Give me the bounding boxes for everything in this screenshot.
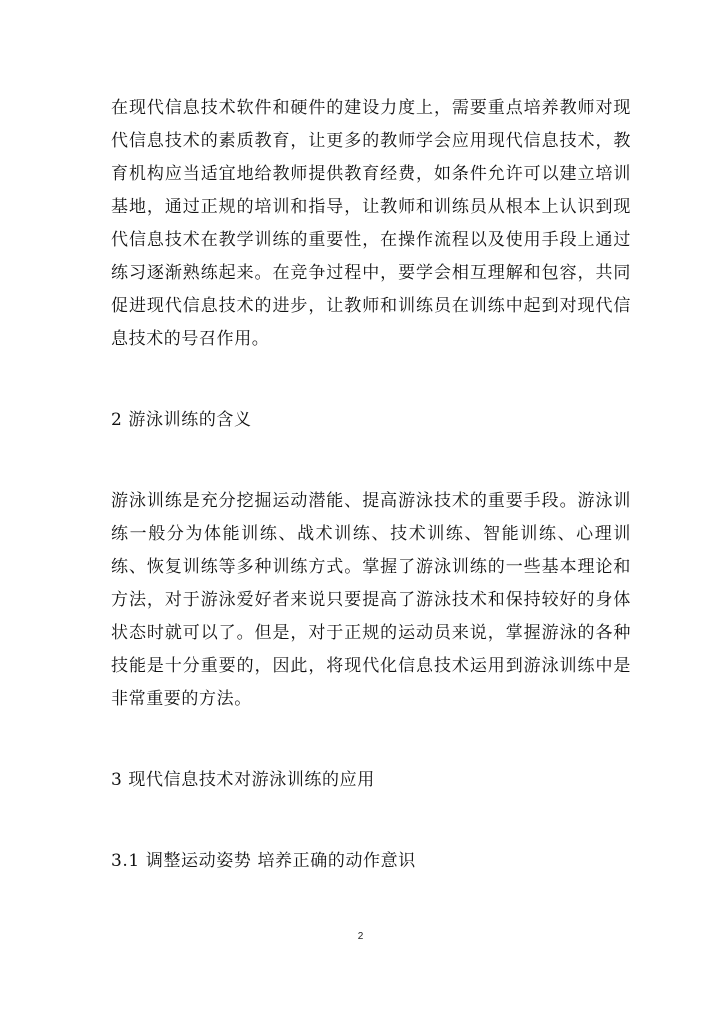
spacer bbox=[111, 437, 631, 485]
paragraph-swim-training-meaning: 游泳训练是充分挖掘运动潜能、提高游泳技术的重要手段。游泳训练一般分为体能训练、战术训练、技术训练、智能训练、心理训练、恢复训练等多种训练方式。掌握了游泳训练的一些基本理论和方法，对于游泳爱好者来说只要提高了游泳技术和保持较好的身体状态时就可以了。但是，对于正规的运动员来说，掌握游泳的各种技能是十分重要的，因此，将现代化信息技术运用到游泳训练中是非常重要的方法。 bbox=[111, 491, 631, 709]
section-heading-3: 3 现代信息技术对游泳训练的应用 bbox=[111, 770, 375, 790]
spacer bbox=[111, 716, 631, 764]
section-heading-2: 2 游泳训练的含义 bbox=[111, 410, 252, 430]
paragraph-teacher-training: 在现代信息技术软件和硬件的建设力度上，需要重点培养教师对现代信息技术的素质教育，让更多的教师学会应用现代信息技术，教育机构应当适宜地给教师提供教育经费，如条件允许可以建立培训基地，通过正规的培训和指导，让教师和训练员从根本上认识到现代信息技术在教学训练的重要性，在操作流程以及使用手段上通过练习逐渐熟练起来。在竞争过程中，要学会相互理解和包容，共同促进现代信息技术的进步，让教师和训练员在训练中起到对现代信息技术的号召作用。 bbox=[111, 98, 631, 349]
page-number: 2 bbox=[357, 931, 364, 942]
page-content bbox=[111, 92, 631, 878]
spacer bbox=[111, 797, 631, 845]
subsection-heading-3-1: 3.1 调整运动姿势 培养正确的动作意识 bbox=[111, 851, 416, 871]
spacer bbox=[111, 356, 631, 404]
